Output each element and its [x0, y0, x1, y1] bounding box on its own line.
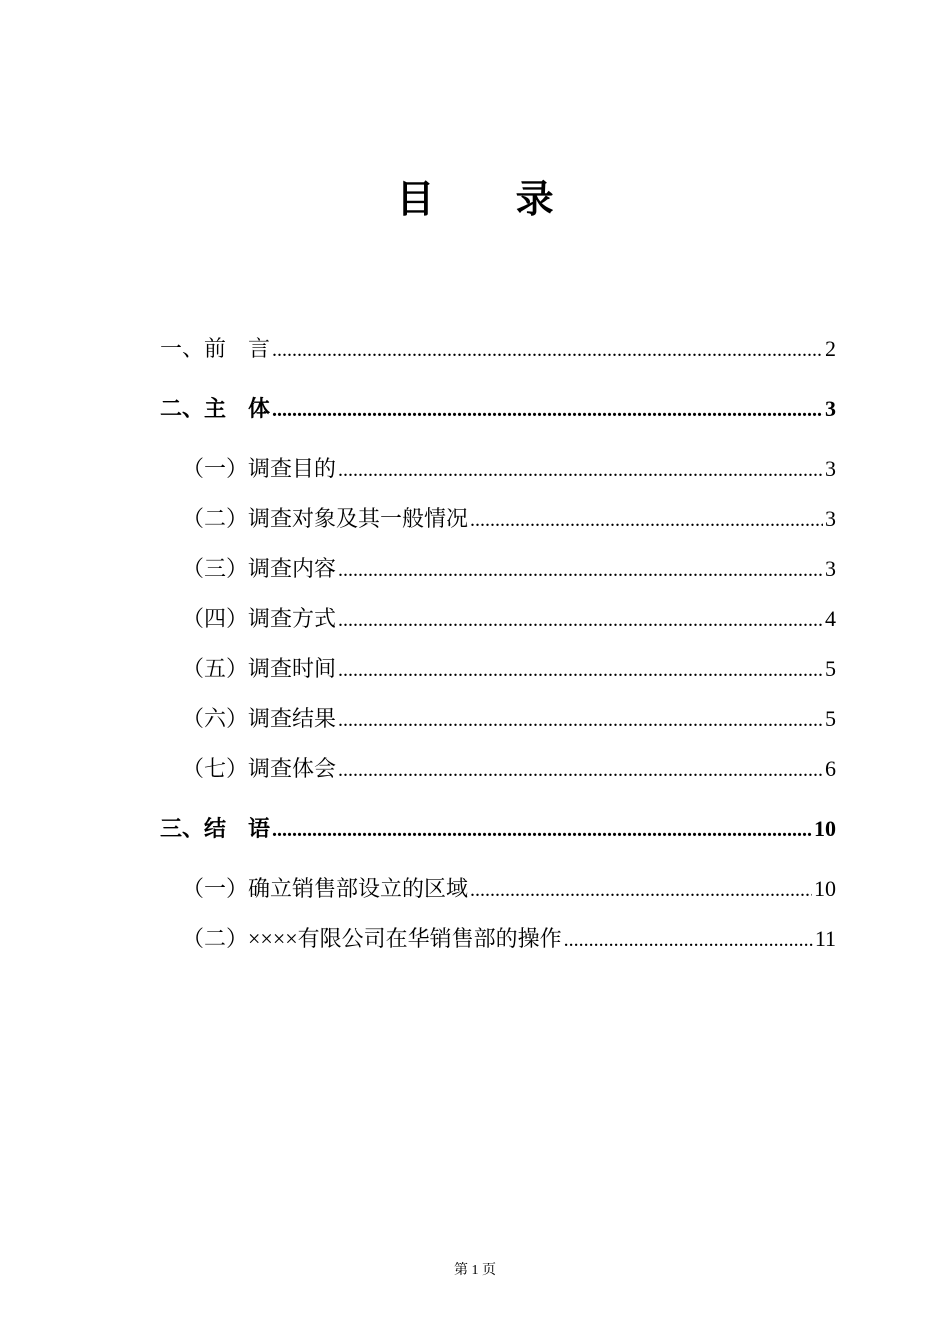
toc-entry[interactable]	[160, 700, 836, 738]
toc-page-number: 10	[814, 816, 836, 841]
toc-page-number: 3	[825, 506, 836, 531]
toc-entry-label: （四）调查方式	[182, 606, 337, 631]
toc-page-number: 10	[814, 876, 836, 901]
toc-page-number: 5	[825, 656, 836, 681]
toc-page-number: 3	[825, 396, 836, 421]
toc-entry[interactable]	[160, 810, 836, 848]
toc-entry-label: 二、主 体	[160, 396, 271, 421]
toc-entry-label: （二）××××有限公司在华销售部的操作	[182, 926, 562, 951]
toc-entry-label: （一）调查目的	[182, 456, 337, 481]
toc-entry[interactable]	[160, 330, 836, 368]
toc-entry[interactable]	[160, 600, 836, 638]
toc-entry-label: （三）调查内容	[182, 556, 337, 581]
toc-page-number: 11	[814, 926, 836, 951]
toc-page-number: 3	[825, 456, 836, 481]
toc-leader-dots	[338, 701, 823, 739]
toc-title: 目 录	[396, 177, 588, 221]
toc-entry[interactable]	[160, 450, 836, 488]
toc-page-number: 5	[825, 706, 836, 731]
toc-entry[interactable]	[160, 750, 836, 788]
toc-entry-label: （一）确立销售部设立的区域	[182, 876, 469, 901]
toc-leader-dots	[470, 871, 812, 909]
toc-entry[interactable]	[160, 390, 836, 428]
toc-leader-dots	[338, 751, 823, 789]
toc-entry-label: 三、结 语	[160, 816, 271, 841]
toc-leader-dots	[564, 921, 813, 959]
toc-leader-dots	[338, 551, 823, 589]
toc-entry[interactable]	[160, 550, 836, 588]
toc-leader-dots	[338, 601, 823, 639]
toc-page-number: 4	[825, 606, 836, 631]
toc-entry[interactable]	[160, 650, 836, 688]
toc-page-number: 2	[825, 336, 836, 361]
toc-leader-dots	[338, 651, 823, 689]
toc-entry[interactable]	[160, 920, 836, 958]
toc-entry-label: （五）调查时间	[182, 656, 337, 681]
table-of-contents	[160, 330, 836, 958]
toc-leader-dots	[272, 391, 823, 429]
toc-entry-label: （七）调查体会	[182, 756, 337, 781]
toc-entry-label: 一、前 言	[160, 336, 271, 361]
toc-page-number: 3	[825, 556, 836, 581]
toc-entry[interactable]	[160, 870, 836, 908]
toc-entry-label: （六）调查结果	[182, 706, 337, 731]
toc-leader-dots	[338, 451, 823, 489]
toc-leader-dots	[272, 811, 812, 849]
toc-leader-dots	[272, 331, 823, 369]
toc-leader-dots	[470, 501, 823, 539]
page-footer: 第 1 页	[454, 1263, 496, 1278]
toc-page-number: 6	[825, 756, 836, 781]
toc-entry[interactable]	[160, 500, 836, 538]
toc-entry-label: （二）调查对象及其一般情况	[182, 506, 469, 531]
